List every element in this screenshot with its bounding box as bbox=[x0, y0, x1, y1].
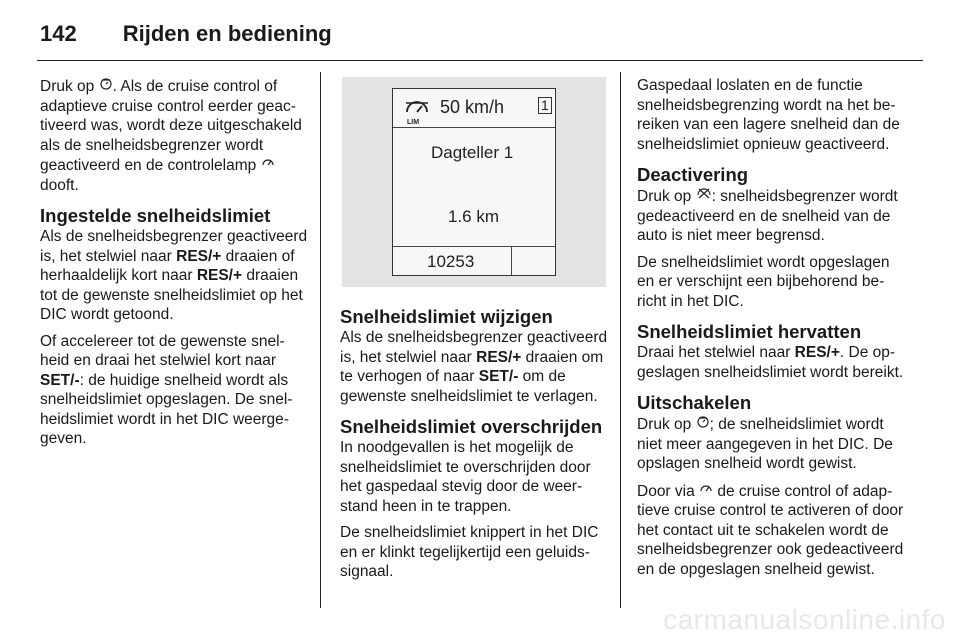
dic-screen bbox=[392, 88, 556, 276]
heading-ingestelde: Ingestelde snelheidslimiet bbox=[40, 205, 271, 226]
lim-label: LIM bbox=[407, 119, 420, 126]
speed-value: 50 km/h bbox=[440, 97, 505, 117]
paragraph-overschrijden-1: In noodgevallen is het mogelijk de snelheidslimiet te overschrijden door het gaspedaal stevig door de weerstand heen in te trappen. bbox=[340, 439, 591, 515]
column-left bbox=[40, 76, 308, 456]
dic-display-illustration bbox=[342, 77, 606, 287]
screen-divider-bottom bbox=[393, 246, 555, 247]
column-divider-2 bbox=[620, 72, 621, 608]
paragraph-release: Gaspedaal loslaten en de functie snelheidsbegrenzing wordt na het bereiken van een lagere snelheid dan de snelheidslimiet opnieuw geactiveerd. bbox=[637, 77, 900, 153]
column-middle bbox=[340, 296, 608, 589]
limiter-off-icon bbox=[696, 186, 712, 206]
screen-divider-vertical bbox=[511, 246, 512, 275]
page-number: 142 bbox=[40, 21, 77, 46]
heading-deactivering: Deactivering bbox=[637, 164, 749, 185]
watermark: carmanualsonline.info bbox=[663, 604, 946, 635]
paragraph-overschrijden-2: De snelheidslimiet knippert in het DIC en er klinkt tegelijkertijd een geluidssignaal. bbox=[340, 524, 599, 580]
paragraph-wijzigen: Als de snelheidsbegrenzer geactiveerd is, het stelwiel naar RES/+ draaien om te verhogen of naar SET/- om de gewenste snelheidslimiet te verlagen. bbox=[340, 329, 608, 405]
heading-uitschakelen: Uitschakelen bbox=[637, 392, 752, 413]
paragraph-deactivering-1: Druk op : snelheidsbegrenzer wordt gedeactiveerd en de snelheid van de auto is niet meer begrensd. bbox=[637, 188, 898, 244]
cruise-control-icon-2 bbox=[699, 481, 713, 501]
paragraph-ingestelde-2: Of accelereer tot de gewenste snelheid en draai het stelwiel kort naar SET/-: de huidige snelheid wordt als snelheidslimiet opgeslagen. De snelheidslimiet wordt in het DIC weergegeven. bbox=[40, 332, 293, 447]
trip-label: Dagteller 1 bbox=[431, 143, 514, 162]
heading-hervatten: Snelheidslimiet hervatten bbox=[637, 321, 862, 342]
screen-divider-top bbox=[393, 127, 555, 128]
heading-overschrijden: Snelheidslimiet overschrijden bbox=[340, 416, 603, 437]
trip-value: 1.6 km bbox=[448, 207, 500, 226]
paragraph-uitschakelen-2: Door via de cruise control of adaptieve cruise control te activeren of door het contact uit te schakelen wordt de snelheidsbegrenzer ook gedeactiveerd en de opgeslagen snelheid gewist. bbox=[637, 482, 904, 578]
paragraph-uitschakelen-1: Druk op ; de snelheidslimiet wordt niet meer aangegeven in het DIC. De opslagen snelheid wordt gewist. bbox=[637, 416, 893, 472]
paragraph-ingestelde-1: Als de snelheidsbegrenzer geactiveerd is, het stelwiel naar RES/+ draaien of herhaaldelijk kort naar RES/+ draaien tot de gewenste snelheidslimiet op het DIC wordt getoond. bbox=[40, 228, 308, 323]
column-right bbox=[637, 76, 907, 586]
cruise-control-icon bbox=[261, 155, 275, 175]
column-divider-1 bbox=[320, 72, 321, 608]
chapter-title: Rijden en bediening bbox=[122, 21, 332, 46]
page-header bbox=[40, 10, 332, 58]
screen-number: 1 bbox=[538, 97, 552, 114]
paragraph-hervatten: Draai het stelwiel naar RES/+. De opgeslagen snelheidslimiet wordt bereikt. bbox=[637, 344, 904, 381]
header-rule bbox=[37, 60, 923, 61]
limiter-icon bbox=[99, 76, 113, 96]
odometer-value: 10253 bbox=[427, 252, 475, 271]
limiter-icon-2 bbox=[696, 414, 710, 434]
heading-wijzigen: Snelheidslimiet wijzigen bbox=[340, 306, 553, 327]
paragraph-intro: Druk op . Als de cruise control of adaptieve cruise control eerder geactiveerd was, wordt deze uitgeschakeld als de snelheidsbegrenzer wordt geactiveerd en de controlelamp dooft. bbox=[40, 78, 302, 194]
paragraph-deactivering-2: De snelheidslimiet wordt opgeslagen en er verschijnt een bijbehorend bericht in het DIC. bbox=[637, 253, 890, 310]
